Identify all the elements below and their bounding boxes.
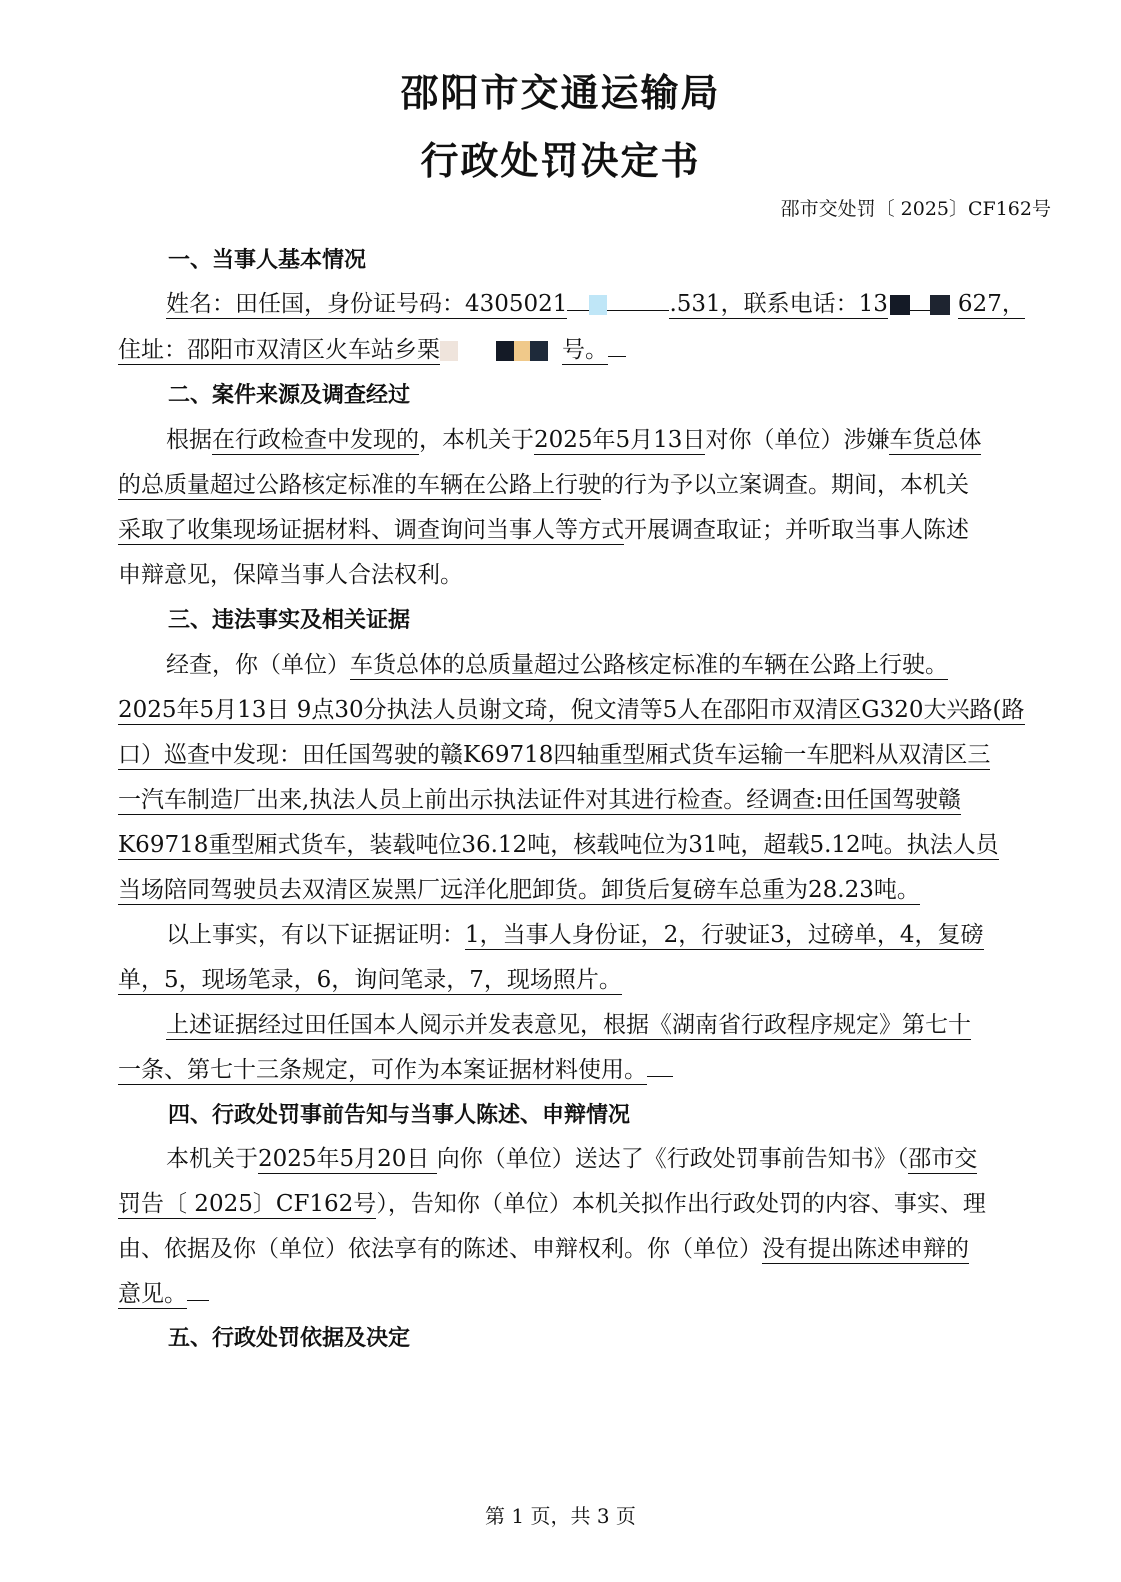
document-number: 邵市交处罚〔 2025〕CF162号 [780,198,1051,220]
notice-line-2 [118,1182,1048,1227]
evidence-list: 1，当事人身份证，2，行驶证3，过磅单，4，复磅 [465,922,984,948]
suspected-violation: 车货总体 [889,427,982,453]
redaction-mark [930,295,950,315]
text-fragment: 当场陪同驾驶员去双清区炭黑厂远洋化肥卸货。卸货后复磅车总重为28.23吨。 [118,877,920,903]
notice-line-4 [118,1272,1048,1317]
text-fragment: 以上事实，有以下证据证明： [166,922,465,948]
text-fragment: 经查，你（单位） [166,652,350,678]
text-fragment: 一条、第七十三条规定，可作为本案证据材料使用。 [118,1057,647,1083]
text-fragment: K69718重型厢式货车，装载吨位36.12吨，核载吨位为31吨，超载5.12吨。执法人员 [118,832,999,858]
text-fragment: ），告知你（单位）本机关拟作出行政处罚的内容、事实、理 [376,1191,986,1217]
evidence-line-2 [118,958,1048,1003]
text-fragment: 2025年5月13日 9点30分执法人员谢文琦，倪文清等5人在邵阳市双清区G320大兴路(路 [118,697,1025,723]
text-fragment: 的行为予以立案调查。期间，本机关 [601,472,969,498]
party-id-tail-phone: .531，联系电话：13 [669,291,888,317]
text-fragment: 对你（单位）涉嫌 [705,427,890,453]
case-date: 2025年5月13日 [534,427,706,453]
section3-heading: 三、违法事实及相关证据 [168,608,411,633]
section1-heading: 一、当事人基本情况 [168,248,367,273]
text-fragment: 由、依据及你（单位）依法享有的陈述、申辩权利。你（单位） [118,1236,762,1262]
redaction-mark [589,295,607,315]
text-fragment: ，本机关于 [419,427,534,453]
case-source-line-2 [118,463,1048,508]
redaction-mark [890,295,910,315]
redaction-mark [530,341,548,361]
violation-fact: 车货总体的总质量超过公路核定标准的车辆在公路上行驶。 [350,652,948,678]
text-fragment: 上述证据经过田任国本人阅示并发表意见，根据《湖南省行政程序规定》第七十 [166,1012,971,1038]
text-fragment: 单，5，现场笔录，6，询问笔录，7，现场照片。 [118,967,622,993]
party-address: 住址：邵阳市双清区火车站乡栗 [118,337,440,363]
suspected-violation-cont: 的总质量超过公路核定标准的车辆在公路上行驶 [118,472,601,498]
evidence-use-line-2 [118,1048,1048,1093]
facts-line-3 [118,733,1048,778]
case-source-line-1 [166,418,1046,463]
text-fragment: 向你（单位）送达了《行政处罚事前告知书》（ [436,1146,909,1172]
evidence-use-line-1 [166,1003,1046,1048]
section5-heading: 五、行政处罚依据及决定 [168,1326,411,1351]
case-source-line-4: 申辩意见，保障当事人合法权利。 [118,562,463,588]
statement-status-cont: 意见。 [118,1281,187,1307]
notice-date: 2025年5月20日 [258,1146,437,1172]
section4-heading: 四、行政处罚事前告知与当事人陈述、申辩情况 [168,1103,631,1128]
investigation-methods: 采取了收集现场证据材料、调查询问当事人等方式 [118,517,624,543]
party-address-line [118,328,1048,373]
facts-line-2 [118,688,1048,733]
case-source-line-3 [118,508,1048,553]
case-source: 在行政检查中发现的 [212,427,419,453]
section2-heading: 二、案件来源及调查经过 [168,383,411,408]
facts-line-1 [166,643,1046,688]
party-name-id: 姓名：田任国，身份证号码：4305021 [166,291,568,317]
statement-status: 没有提出陈述申辩的 [762,1236,969,1262]
evidence-line-1 [166,913,1046,958]
text-fragment: 口）巡查中发现：田任国驾驶的赣K69718四轴重型厢式货车运输一车肥料从双清区三 [118,742,991,768]
title-document-type: 行政处罚决定书 [420,139,701,183]
text-fragment: 根据 [166,427,212,453]
facts-line-5 [118,823,1048,868]
text-fragment: 本机关于 [166,1146,258,1172]
title-issuer: 邵阳市交通运输局 [400,71,721,115]
notice-number-cont: 罚告〔 2025〕CF162号 [118,1191,377,1217]
redaction-mark [496,341,514,361]
redaction-mark [440,341,458,361]
notice-line-1 [166,1137,1046,1182]
text-fragment: 一汽车制造厂出来,执法人员上前出示执法证件对其进行检查。经调查:田任国驾驶赣 [118,787,962,813]
text-fragment: 开展调查取证；并听取当事人陈述 [624,517,969,543]
notice-number: 邵市交 [908,1146,978,1172]
facts-line-6 [118,868,1048,913]
notice-line-3 [118,1227,1048,1272]
facts-line-4 [118,778,1048,823]
party-name-line [166,282,1046,327]
page-number: 第 1 页，共 3 页 [485,1504,636,1528]
party-address-end: 号。 [562,337,608,363]
redaction-mark [514,341,530,361]
party-phone-tail: 627， [957,291,1025,317]
